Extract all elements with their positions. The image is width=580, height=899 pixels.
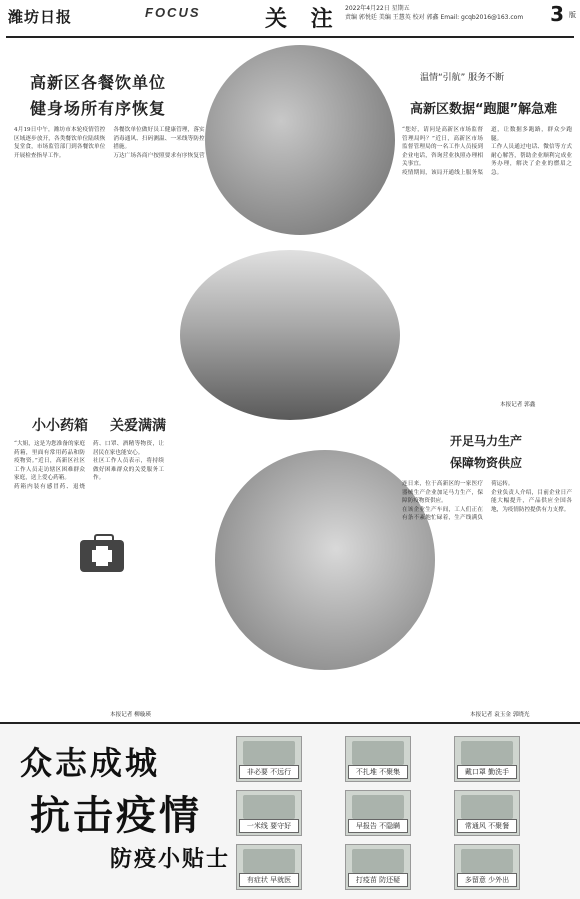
photo-volunteer bbox=[205, 45, 395, 235]
photo-city-aerial bbox=[180, 250, 400, 420]
medical-kit-icon bbox=[80, 540, 124, 572]
tip-caption: 不扎堆 不聚集 bbox=[348, 765, 408, 779]
editors-line: 责编 郭悦廷 美编 王慧英 校对 郭鑫 Email: gcqb2016@163.com bbox=[345, 14, 524, 21]
masthead-rule bbox=[6, 36, 574, 38]
right-kicker: 温情“引航” 服务不断 bbox=[420, 73, 505, 83]
tip-caption: 打疫苗 防还疑 bbox=[348, 873, 408, 887]
tip-tile bbox=[454, 844, 520, 890]
left-article-body: 4月19日中午，潍坊市本轮疫情管控区域逐步放开，各类餐饮单位陆续恢复堂食，市场监管部门到各餐饮单位开展检查指导工作。 各餐饮单位做好员工健康管理，落实消毒通风、扫码测温、一米线等防控措施。 万达广场各商户按照要求有序恢复营 bbox=[14, 127, 205, 159]
tip-caption: 戴口罩 勤洗手 bbox=[457, 765, 517, 779]
anti-epidemic-banner bbox=[0, 722, 580, 899]
tip-caption: 多留意 少外出 bbox=[457, 873, 517, 887]
small-article-body: “大姐，这是为您准备的家庭药箱，里面有常用药品和防疫物资。”近日，高新区社区工作人员走访辖区困难群众家庭，送上爱心药箱。 药箱内装有感冒药、退烧药、口罩、酒精等物资，让居民在家也能安心。 社区工作人员表示，将持续做好困难群众的关爱服务工作。 bbox=[14, 441, 164, 490]
right-bottom-title-2: 保障物资供应 bbox=[450, 456, 523, 470]
date-line: 2022年4月22日 星期五 bbox=[345, 5, 410, 12]
date-editors bbox=[345, 4, 523, 22]
tip-tile bbox=[454, 790, 520, 836]
masthead bbox=[0, 0, 580, 36]
right-article-byline: 本报记者 郭鑫 bbox=[500, 402, 536, 408]
page-word: 版 bbox=[569, 11, 576, 19]
tip-caption: 早报告 不隐瞒 bbox=[348, 819, 408, 833]
banner-line-1: 众志成城 bbox=[20, 744, 161, 782]
right-article-body: “您好，请问是高新区市场监督管理局吗？”近日，高新区市场监督管理局的一名工作人员接到企业电话，咨询营业执照办理相关事宜。 疫情期间，该局开通线上服务渠道，让数据多跑路，群众少跑腿。 工作人员通过电话、微信等方式耐心解答，帮助企业顺利完成业务办理，解决了企业的燃眉之急。 bbox=[402, 127, 572, 176]
left-article-title-2: 健身场所有序恢复 bbox=[30, 99, 167, 118]
tip-tile bbox=[454, 736, 520, 782]
right-article-title: 高新区数据“跑腿”解急难 bbox=[410, 102, 558, 117]
left-article-title-1: 高新区各餐饮单位 bbox=[30, 73, 167, 92]
tip-tile bbox=[236, 736, 302, 782]
tip-caption: 一米线 要守好 bbox=[239, 819, 299, 833]
tip-tile bbox=[345, 736, 411, 782]
small-article-byline: 本报记者 柳璇瑛 bbox=[110, 712, 151, 718]
small-article-title-right: 关爱满满 bbox=[110, 418, 166, 434]
right-bottom-title-1: 开足马力生产 bbox=[450, 434, 523, 448]
section-title: 关 注 bbox=[265, 7, 341, 32]
tip-caption: 常通风 不聚餐 bbox=[457, 819, 517, 833]
tip-tile bbox=[345, 790, 411, 836]
banner-line-2: 抗击疫情 bbox=[30, 793, 202, 839]
tip-tile bbox=[345, 844, 411, 890]
right-bottom-byline: 本报记者 袁玉金 郭晓光 bbox=[470, 712, 530, 718]
tip-tile bbox=[236, 844, 302, 890]
small-article-title-left: 小小药箱 bbox=[32, 418, 88, 434]
tip-caption: 非必要 不远行 bbox=[239, 765, 299, 779]
page-number: 3 bbox=[550, 2, 564, 26]
banner-line-3: 防疫小贴士 bbox=[110, 847, 231, 872]
right-bottom-body: 连日来，位于高新区的一家医疗器械生产企业加足马力生产，保障防疫物资供应。 在该企业生产车间，工人们正在有条不紊地忙碌着，生产线满负荷运转。 企业负责人介绍，目前企业日产能大幅提升，产品供应全国各地，为疫情防控提供有力支撑。 bbox=[402, 481, 572, 522]
focus-label: FOCUS bbox=[145, 5, 201, 20]
tip-tile bbox=[236, 790, 302, 836]
paper-name: 潍坊日报 bbox=[8, 8, 73, 26]
tip-caption: 有症状 早就医 bbox=[239, 873, 299, 887]
